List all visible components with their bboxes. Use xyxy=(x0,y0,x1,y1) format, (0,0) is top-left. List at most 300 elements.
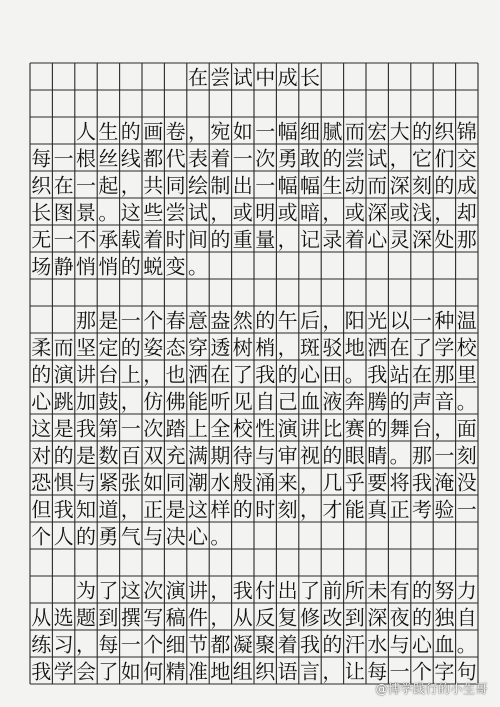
essay-character: 与 xyxy=(143,524,164,549)
essay-character: 是 xyxy=(53,416,74,441)
essay-character: 夜 xyxy=(389,605,410,630)
essay-character: 午 xyxy=(277,308,298,333)
essay-character: 讲 xyxy=(300,416,320,441)
essay-character: 成 xyxy=(456,173,477,198)
essay-character: 是 xyxy=(98,308,119,333)
essay-character: 。 xyxy=(456,632,477,657)
essay-character: 台 xyxy=(98,362,119,387)
essay-character: 它 xyxy=(412,146,432,171)
essay-character: 数 xyxy=(98,443,119,468)
essay-character: 我 xyxy=(367,362,388,387)
essay-character: 而 xyxy=(53,335,74,360)
essay-character: 凝 xyxy=(232,632,253,657)
essay-character: 浅 xyxy=(412,200,432,225)
essay-character: 个 xyxy=(143,308,164,333)
essay-character: 的 xyxy=(322,443,343,468)
essay-character: 独 xyxy=(434,605,455,630)
essay-character: 台 xyxy=(412,416,432,441)
essay-character: ， xyxy=(76,632,96,657)
essay-character: 一 xyxy=(255,119,276,144)
essay-character: 刻 xyxy=(412,173,432,198)
essay-character: 的 xyxy=(255,308,276,333)
essay-character: 惧 xyxy=(53,470,74,495)
essay-character: 那 xyxy=(456,227,477,252)
essay-character: 能 xyxy=(188,389,208,414)
essay-character: 的 xyxy=(322,146,343,171)
essay-character: 出 xyxy=(232,173,253,198)
essay-character: 里 xyxy=(456,362,477,387)
essay-character: 正 xyxy=(389,497,410,522)
essay-character: 验 xyxy=(434,497,455,522)
essay-character: 期 xyxy=(210,443,231,468)
essay-character: 制 xyxy=(210,173,231,198)
essay-character: 了 xyxy=(232,362,253,387)
essay-character: 细 xyxy=(165,632,186,657)
essay-character: 赛 xyxy=(344,416,365,441)
essay-character: 透 xyxy=(210,335,231,360)
essay-character: 才 xyxy=(322,497,343,522)
essay-character: 表 xyxy=(188,146,208,171)
essay-character: 卷 xyxy=(165,119,186,144)
essay-character: 丝 xyxy=(98,146,119,171)
essay-character: 的 xyxy=(389,389,410,414)
essay-character: 我 xyxy=(300,632,320,657)
essay-character: 时 xyxy=(165,227,186,252)
essay-character: 组 xyxy=(232,659,253,684)
essay-character: 交 xyxy=(456,146,477,171)
essay-character: 承 xyxy=(98,227,119,252)
essay-character: 恐 xyxy=(31,470,52,495)
essay-character: ， xyxy=(322,308,343,333)
essay-character: 织 xyxy=(31,173,52,198)
essay-character: 能 xyxy=(344,497,365,522)
title-character: 试 xyxy=(232,65,253,90)
essay-character: 如 xyxy=(120,659,141,684)
essay-character: 洒 xyxy=(188,362,208,387)
essay-character: 的 xyxy=(31,362,52,387)
essay-character: 盎 xyxy=(210,308,231,333)
essay-character: 演 xyxy=(277,416,298,441)
essay-character: 加 xyxy=(76,389,96,414)
essay-character: ， xyxy=(300,497,320,522)
essay-character: 无 xyxy=(31,227,52,252)
essay-character: 舞 xyxy=(389,416,410,441)
essay-character: 间 xyxy=(188,227,208,252)
essay-character: 态 xyxy=(165,335,186,360)
essay-character: 画 xyxy=(143,119,164,144)
essay-character: 汗 xyxy=(344,632,365,657)
essay-character: 校 xyxy=(232,416,253,441)
essay-character: 将 xyxy=(389,470,410,495)
essay-character: 图 xyxy=(53,200,74,225)
essay-character: 心 xyxy=(412,632,432,657)
essay-character: ， xyxy=(188,119,208,144)
grid-lines xyxy=(30,63,478,684)
essay-character: 液 xyxy=(322,389,343,414)
essay-character: 自 xyxy=(456,605,477,630)
essay-character: 时 xyxy=(255,497,276,522)
essay-character: 语 xyxy=(277,659,298,684)
essay-character: 地 xyxy=(210,659,231,684)
essay-character: 生 xyxy=(322,173,343,198)
essay-character: 起 xyxy=(98,173,119,198)
essay-character: 深 xyxy=(367,605,388,630)
essay-character: 讲 xyxy=(76,362,96,387)
essay-character: 。 xyxy=(456,389,477,414)
essay-character: 血 xyxy=(300,389,320,414)
essay-character: 光 xyxy=(367,308,388,333)
essay-character: 同 xyxy=(165,470,186,495)
essay-character: 悄 xyxy=(76,254,96,279)
essay-character: 的 xyxy=(412,578,432,603)
essay-character: 与 xyxy=(76,470,96,495)
essay-character: 字 xyxy=(434,659,455,684)
essay-character: 试 xyxy=(188,200,208,225)
essay-character: 如 xyxy=(143,470,164,495)
essay-character: 灵 xyxy=(389,227,410,252)
essay-character: 道 xyxy=(98,497,119,522)
essay-character: 稿 xyxy=(165,605,186,630)
essay-character: 样 xyxy=(210,497,231,522)
essay-character: 田 xyxy=(322,362,343,387)
essay-character: 共 xyxy=(143,173,164,198)
essay-character: 勇 xyxy=(98,524,119,549)
essay-character: 精 xyxy=(165,659,186,684)
essay-character: 视 xyxy=(300,443,320,468)
essay-character: 节 xyxy=(188,632,208,657)
essay-character: 那 xyxy=(76,308,96,333)
essay-character: 付 xyxy=(255,578,276,603)
essay-character: 所 xyxy=(344,578,365,603)
essay-character: 见 xyxy=(232,389,253,414)
essay-character: 生 xyxy=(98,119,119,144)
essay-character: 锦 xyxy=(456,119,477,144)
essay-character: 学 xyxy=(53,659,74,684)
essay-character: 宛 xyxy=(210,119,231,144)
essay-character: 心 xyxy=(367,227,388,252)
essay-character: 件 xyxy=(188,605,208,630)
essay-character: 。 xyxy=(210,524,231,549)
essay-character: 那 xyxy=(412,443,432,468)
essay-character: 都 xyxy=(143,146,164,171)
watermark: @博学践行的小生哥 xyxy=(375,682,488,696)
essay-character: 己 xyxy=(277,389,298,414)
essay-character: 腾 xyxy=(367,389,388,414)
essay-character: 深 xyxy=(412,227,432,252)
essay-character: 细 xyxy=(300,119,320,144)
essay-character: 双 xyxy=(143,443,164,468)
essay-character: ， xyxy=(143,362,164,387)
essay-character: ， xyxy=(322,659,343,684)
essay-character: 性 xyxy=(255,416,276,441)
essay-character: 奔 xyxy=(344,389,365,414)
essay-character: 个 xyxy=(31,524,52,549)
essay-character: 。 xyxy=(188,254,208,279)
essay-character: ， xyxy=(120,497,141,522)
essay-character: 题 xyxy=(76,605,96,630)
essay-character: 般 xyxy=(232,470,253,495)
essay-character: 心 xyxy=(300,362,320,387)
essay-character: 与 xyxy=(389,632,410,657)
essay-character: 春 xyxy=(165,308,186,333)
essay-character: 在 xyxy=(412,362,432,387)
essay-character: 比 xyxy=(322,416,343,441)
essay-character: 讲 xyxy=(188,578,208,603)
essay-character: 同 xyxy=(165,173,186,198)
essay-character: ， xyxy=(322,200,343,225)
essay-character: 却 xyxy=(456,200,477,225)
essay-character: 我 xyxy=(76,416,96,441)
essay-character: 着 xyxy=(143,227,164,252)
essay-character: 次 xyxy=(143,578,164,603)
essay-character: 姿 xyxy=(143,335,164,360)
essay-character: 反 xyxy=(255,605,276,630)
essay-character: 也 xyxy=(165,362,186,387)
essay-character: 斑 xyxy=(300,335,320,360)
essay-character: 了 xyxy=(98,578,119,603)
essay-character: 一 xyxy=(120,308,141,333)
essay-character: 从 xyxy=(31,605,52,630)
essay-character: 种 xyxy=(434,308,455,333)
essay-character: 没 xyxy=(456,470,477,495)
title-character: 尝 xyxy=(210,65,231,90)
essay-character: 写 xyxy=(143,605,164,630)
essay-character: 血 xyxy=(434,632,455,657)
essay-character: 变 xyxy=(165,254,186,279)
essay-character: 百 xyxy=(120,443,141,468)
essay-character: 复 xyxy=(277,605,298,630)
essay-character: 一 xyxy=(53,146,74,171)
essay-character: 深 xyxy=(367,200,388,225)
essay-character: 幅 xyxy=(277,173,298,198)
essay-character: 的 xyxy=(120,119,141,144)
essay-character: 上 xyxy=(120,362,141,387)
essay-character: 演 xyxy=(53,362,74,387)
essay-character: 我 xyxy=(53,497,74,522)
essay-character: 上 xyxy=(188,416,208,441)
essay-character: ， xyxy=(210,200,231,225)
essay-character: 或 xyxy=(232,200,253,225)
essay-character: 每 xyxy=(367,659,388,684)
essay-character: 习 xyxy=(53,632,74,657)
essay-character: 织 xyxy=(255,659,276,684)
essay-character: 每 xyxy=(31,146,52,171)
essay-character: 树 xyxy=(232,335,253,360)
essay-character: 线 xyxy=(120,146,141,171)
essay-character: 量 xyxy=(255,227,276,252)
essay-character: 一 xyxy=(53,227,74,252)
essay-character: 水 xyxy=(210,470,231,495)
essay-character: 。 xyxy=(98,200,119,225)
essay-character: 努 xyxy=(434,578,455,603)
essay-character: 的 xyxy=(76,524,96,549)
essay-character: 次 xyxy=(143,416,164,441)
essay-character: 梢 xyxy=(255,335,276,360)
essay-character: ， xyxy=(120,389,141,414)
essay-character: 练 xyxy=(31,632,52,657)
essay-character: 眼 xyxy=(344,443,365,468)
essay-character: 自 xyxy=(255,389,276,414)
essay-character: 句 xyxy=(456,659,477,684)
essay-character: 淹 xyxy=(434,470,455,495)
essay-character: ， xyxy=(389,146,410,171)
essay-character: 未 xyxy=(367,578,388,603)
essay-character: 。 xyxy=(344,362,365,387)
essay-character: 校 xyxy=(456,335,477,360)
essay-character: 是 xyxy=(76,443,96,468)
essay-character: 动 xyxy=(344,173,365,198)
essay-character: 改 xyxy=(322,605,343,630)
essay-character: 或 xyxy=(277,200,298,225)
essay-character: 学 xyxy=(434,335,455,360)
essay-character: 场 xyxy=(31,254,52,279)
essay-character: 记 xyxy=(300,227,320,252)
title-character: 在 xyxy=(188,65,208,90)
essay-character: 面 xyxy=(456,416,477,441)
essay-character: 鼓 xyxy=(98,389,119,414)
essay-character: 着 xyxy=(277,632,298,657)
essay-character: 言 xyxy=(300,659,320,684)
essay-character: 或 xyxy=(344,200,365,225)
essay-character: 我 xyxy=(31,659,52,684)
title-character: 中 xyxy=(255,65,276,90)
essay-character: 的 xyxy=(434,173,455,198)
essay-character: 明 xyxy=(255,200,276,225)
essay-character: 这 xyxy=(31,416,52,441)
essay-character: 洒 xyxy=(367,335,388,360)
essay-character: 都 xyxy=(210,632,231,657)
essay-character: 一 xyxy=(76,173,96,198)
essay-character: 深 xyxy=(389,173,410,198)
essay-character: 蜕 xyxy=(143,254,164,279)
essay-character: 刻 xyxy=(277,497,298,522)
essay-character: 我 xyxy=(232,578,253,603)
essay-character: 睛 xyxy=(367,443,388,468)
essay-character: 个 xyxy=(412,659,432,684)
essay-character: 不 xyxy=(76,227,96,252)
essay-character: 幅 xyxy=(277,119,298,144)
essay-character: 气 xyxy=(120,524,141,549)
essay-character: 录 xyxy=(322,227,343,252)
essay-character: 或 xyxy=(389,200,410,225)
essay-character: 宏 xyxy=(367,119,388,144)
essay-character: 考 xyxy=(412,497,432,522)
essay-character: 聚 xyxy=(255,632,276,657)
essay-character: 这 xyxy=(188,497,208,522)
essay-character: 水 xyxy=(367,632,388,657)
essay-character: ， xyxy=(434,200,455,225)
essay-character: 在 xyxy=(389,335,410,360)
essay-character: 处 xyxy=(434,227,455,252)
essay-character: 知 xyxy=(76,497,96,522)
essay-character: 们 xyxy=(434,146,455,171)
essay-character: 一 xyxy=(434,443,455,468)
essay-character: 踏 xyxy=(165,416,186,441)
essay-character: 心 xyxy=(188,524,208,549)
essay-character: 乎 xyxy=(344,470,365,495)
essay-character: 力 xyxy=(456,578,477,603)
essay-character: 人 xyxy=(76,119,96,144)
essay-character: 勇 xyxy=(277,146,298,171)
essay-character: 驳 xyxy=(322,335,343,360)
essay-character: 如 xyxy=(232,119,253,144)
essay-character: 根 xyxy=(76,146,96,171)
essay-character: 的 xyxy=(120,335,141,360)
essay-character: ， xyxy=(277,227,298,252)
essay-character: 的 xyxy=(232,497,253,522)
essay-character: 一 xyxy=(456,497,477,522)
essay-character: 敢 xyxy=(300,146,320,171)
title-character: 成 xyxy=(277,65,298,90)
essay-character: 而 xyxy=(367,173,388,198)
essay-character: 意 xyxy=(188,308,208,333)
essay-character: 心 xyxy=(31,389,52,414)
essay-character: 的 xyxy=(53,443,74,468)
essay-character: 幅 xyxy=(300,173,320,198)
essay-character: 涌 xyxy=(255,470,276,495)
essay-character: 一 xyxy=(389,659,410,684)
essay-character: 绘 xyxy=(188,173,208,198)
essay-character: ， xyxy=(434,416,455,441)
essay-character: 要 xyxy=(367,470,388,495)
essay-character: 何 xyxy=(143,659,164,684)
essay-character: 的 xyxy=(412,605,432,630)
essay-character: 景 xyxy=(76,200,96,225)
essay-character: 有 xyxy=(389,578,410,603)
essay-character: 的 xyxy=(120,254,141,279)
essay-character: 音 xyxy=(434,389,455,414)
essay-character: 每 xyxy=(98,632,119,657)
essay-character: 着 xyxy=(210,146,231,171)
essay-character: 一 xyxy=(120,416,141,441)
essay-character: 刻 xyxy=(456,443,477,468)
essay-character: 出 xyxy=(277,578,298,603)
essay-character: 了 xyxy=(98,659,119,684)
essay-character: 满 xyxy=(188,443,208,468)
essay-character: ， xyxy=(210,605,231,630)
essay-character: 个 xyxy=(143,632,164,657)
essay-character: 静 xyxy=(53,254,74,279)
essay-character: 从 xyxy=(232,605,253,630)
essay-character: 尝 xyxy=(165,200,186,225)
essay-character: 腻 xyxy=(322,119,343,144)
essay-character: 了 xyxy=(300,578,320,603)
essay-character: 试 xyxy=(367,146,388,171)
essay-character: 张 xyxy=(120,470,141,495)
essay-character: 佛 xyxy=(165,389,186,414)
essay-character: 正 xyxy=(143,497,164,522)
essay-character: 悄 xyxy=(98,254,119,279)
essay-character: ， xyxy=(277,335,298,360)
essay-character: 到 xyxy=(98,605,119,630)
essay-character: 演 xyxy=(165,578,186,603)
essay-character: 穿 xyxy=(188,335,208,360)
essay-character: ， xyxy=(120,173,141,198)
essay-character: 是 xyxy=(165,497,186,522)
essay-character: 与 xyxy=(255,443,276,468)
essay-character: 代 xyxy=(165,146,186,171)
essay-character: 选 xyxy=(53,605,74,630)
essay-character: 我 xyxy=(412,470,432,495)
essay-character: 会 xyxy=(76,659,96,684)
essay-character: 对 xyxy=(31,443,52,468)
essay-character: 充 xyxy=(165,443,186,468)
essay-character: 全 xyxy=(210,416,231,441)
essay-character: 一 xyxy=(255,173,276,198)
essay-character: 决 xyxy=(165,524,186,549)
essay-character: 让 xyxy=(344,659,365,684)
essay-character: 紧 xyxy=(98,470,119,495)
